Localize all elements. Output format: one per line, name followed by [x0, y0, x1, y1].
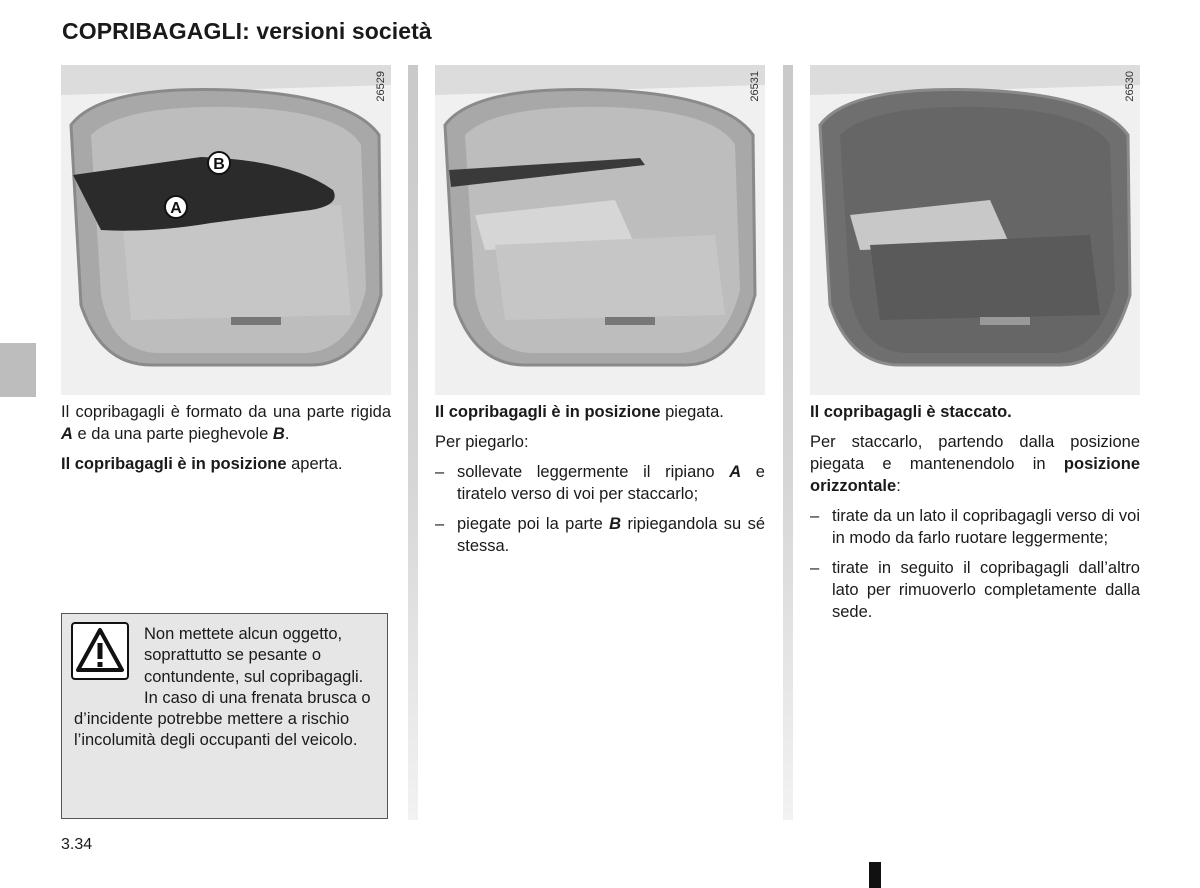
trunk-illustration	[61, 65, 391, 395]
text: Per staccarlo, partendo dalla posizione piegata e mantenendolo in	[810, 433, 1140, 473]
part-a-ref: A	[61, 425, 73, 443]
page-number: 3.34	[61, 836, 93, 853]
paragraph	[810, 431, 1140, 497]
bold-text: Il copribagagli è in posizione	[435, 403, 661, 421]
paragraph	[61, 401, 391, 445]
text: e da una parte pieghevole	[72, 425, 273, 443]
list-item	[435, 461, 765, 505]
page-title: COPRIBAGAGLI: versioni società	[62, 18, 432, 44]
text: tirate da un lato il copribagagli verso di voi in modo da farlo ruotare leggermente;	[832, 507, 1140, 547]
list-item	[435, 513, 765, 557]
text: ripiegandola su sé stessa.	[457, 515, 765, 555]
text: Il copribagagli è formato da una parte rigida	[61, 403, 391, 421]
text: piegata.	[660, 403, 724, 421]
text: piegate poi la parte	[457, 515, 610, 533]
image-code: 26529	[375, 71, 387, 102]
text: aperta.	[286, 455, 343, 473]
trunk-photo-open	[61, 65, 391, 395]
label-a: A	[170, 200, 182, 217]
column-2-text	[435, 401, 765, 565]
text: :	[896, 477, 901, 495]
list-item	[810, 505, 1140, 549]
trunk-illustration	[810, 65, 1140, 395]
trunk-photo-removed	[810, 65, 1140, 395]
list-item	[810, 557, 1140, 623]
text: sollevate leggermente il ripiano	[457, 463, 730, 481]
image-code: 26531	[749, 71, 761, 102]
part-b-ref: B	[609, 515, 622, 533]
paragraph	[810, 401, 1140, 423]
dash: –	[810, 559, 820, 577]
column-divider	[783, 65, 793, 820]
paragraph: Per piegarlo:	[435, 433, 529, 451]
part-b-ref: B	[272, 425, 285, 443]
warning-text-container	[74, 624, 377, 752]
text: e tiratelo verso di voi per staccarlo;	[457, 463, 765, 503]
dash: –	[435, 515, 445, 533]
step-list	[435, 461, 765, 557]
dash: –	[435, 463, 445, 481]
text: .	[284, 425, 290, 443]
warning-box	[61, 613, 388, 819]
trunk-illustration	[435, 65, 765, 395]
dash: –	[810, 507, 820, 525]
label-b: B	[213, 156, 225, 173]
bold-text: Il copribagagli è in posizione	[61, 455, 287, 473]
bold-text: Il copribagagli è staccato.	[810, 403, 1012, 421]
bold-text: posizione orizzontale	[810, 455, 1140, 495]
column-3-text	[810, 401, 1140, 631]
step-list	[810, 505, 1140, 623]
part-a-ref: A	[729, 463, 742, 481]
paragraph	[61, 453, 391, 475]
trunk-photo-folded	[435, 65, 765, 395]
warning-text: Non mettete alcun oggetto, soprattutto se pesante o contundente, sul copribagagli. In caso di una frenata brusca o d’incidente potrebbe mettere a rischio l’incolumità degli occupanti del veicolo.	[74, 625, 371, 750]
chapter-tab	[0, 343, 36, 397]
crop-mark	[869, 862, 881, 888]
paragraph	[435, 401, 765, 423]
text: tirate in seguito il copribagagli dall’altro lato per rimuoverlo completamente dalla sede.	[832, 559, 1140, 621]
column-divider	[408, 65, 418, 820]
image-code: 26530	[1124, 71, 1136, 102]
column-1-text	[61, 401, 391, 483]
